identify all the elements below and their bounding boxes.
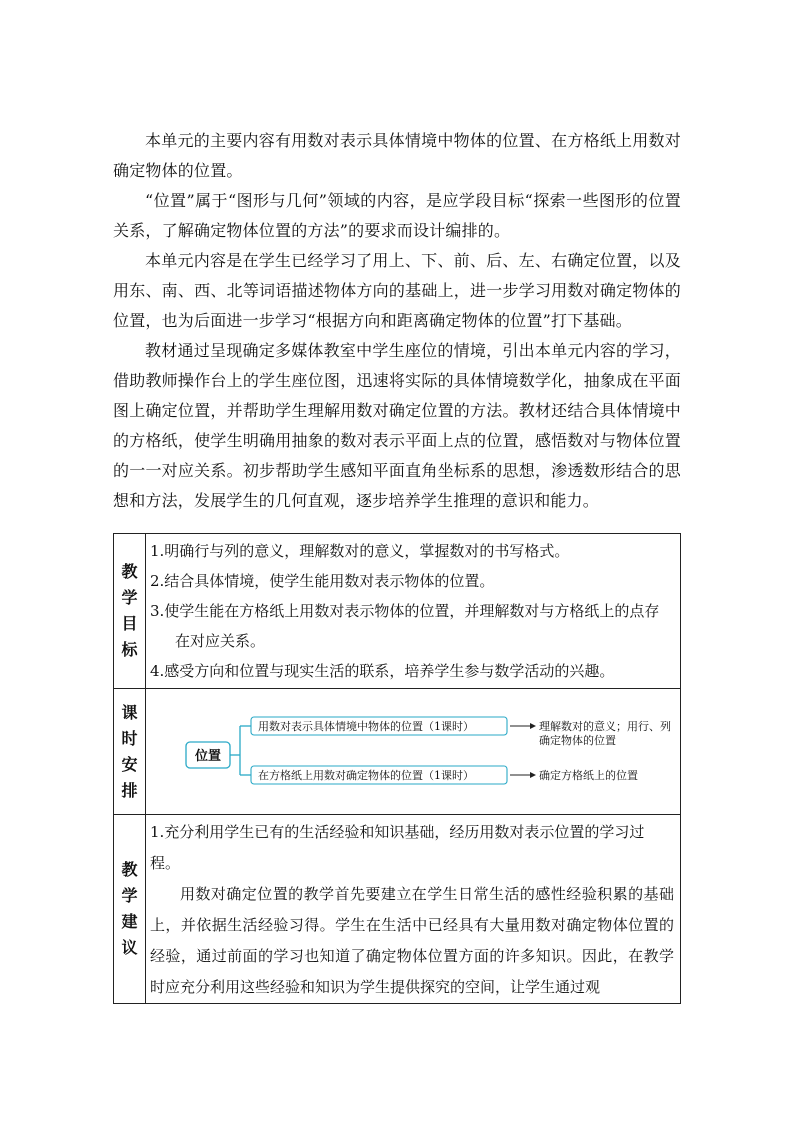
advice-header-char: 建 (121, 912, 138, 931)
goals-header-char: 标 (121, 640, 138, 659)
goals-header-char: 教 (121, 562, 138, 581)
advice-header-char: 学 (121, 886, 138, 905)
goals-header (114, 534, 146, 689)
branch-result-1-line-1: 理解数对的意义；用行、列 (539, 720, 671, 733)
goals-header-char: 目 (121, 614, 138, 633)
intro-paragraph-4: 教材通过呈现确定多媒体教室中学生座位的情境，引出本单元内容的学习，借助教师操作台上的学生座位图，迅速将实际的具体情境数学化，抽象成在平面图上确定位置，并帮助学生理解用数对确定位置的方法。教材还结合具体情境中的方格纸，使学生明确用抽象的数对表示平面上点的位置，感悟数对与物体位置的一一对应关系。初步帮助学生感知平面直角坐标系的思想，渗透数形结合的思想和方法，发展学生的几何直观，逐步培养学生推理的意识和能力。 (113, 341, 681, 510)
intro-paragraph-2: “位置”属于“图形与几何”领域的内容，是应学段目标“探索一些图形的位置关系，了解确定物体位置的方法”的要求而设计编排的。 (113, 191, 681, 240)
intro-paragraph-1: 本单元的主要内容有用数对表示具体情境中物体的位置、在方格纸上用数对确定物体的位置。 (113, 131, 681, 180)
intro-paragraph-3: 本单元内容是在学生已经学习了用上、下、前、后、左、右确定位置，以及用东、南、西、北等词语描述物体方向的基础上，进一步学习用数对确定物体的位置，也为后面进一步学习“根据方向和距离确定物体的位置”打下基础。 (113, 251, 681, 330)
advice-paragraph: 用数对确定位置的教学首先要建立在学生日常生活的感性经验积累的基础上，并依据生活经验习得。学生在生活中已经具有大量用数对确定物体位置的经验，通过前面的学习也知道了确定物体位置方面的许多知识。因此，在教学时应充分利用这些经验和知识为学生提供探究的空间，让学生通过观 (150, 885, 674, 996)
goals-header-char: 学 (121, 588, 138, 607)
schedule-header (114, 689, 146, 815)
goals-content (146, 534, 681, 689)
goal-item-2: 2.结合具体情境，使学生能用数对表示物体的位置。 (150, 572, 495, 590)
advice-header-char: 教 (121, 860, 138, 879)
arrow-right-icon (530, 723, 536, 729)
root-label: 位置 (194, 749, 222, 764)
advice-row (114, 815, 681, 1004)
schedule-row (114, 689, 681, 815)
schedule-header-char: 排 (121, 780, 138, 800)
schedule-header-char: 时 (121, 728, 138, 748)
advice-header-char: 议 (121, 938, 138, 957)
branch-label-1: 用数对表示具体情境中物体的位置（1课时） (258, 720, 474, 733)
advice-content (146, 815, 681, 1004)
branch-label-2: 在方格纸上用数对确定物体的位置（1课时） (258, 769, 474, 782)
goal-item-1: 1.明确行与列的意义，理解数对的意义，掌握数对的书写格式。 (150, 542, 570, 560)
branch-result-1-line-2: 确定物体的位置 (539, 734, 616, 747)
advice-item-title: 1.充分利用学生已有的生活经验和知识基础，经历用数对表示位置的学习过程。 (150, 823, 645, 872)
teaching-plan-table (113, 533, 681, 1004)
schedule-diagram (146, 689, 681, 815)
intro-text (113, 126, 681, 516)
schedule-content (146, 689, 681, 815)
schedule-header-char: 安 (121, 754, 138, 774)
advice-header (114, 815, 146, 1004)
branch-result-2-line-1: 确定方格纸上的位置 (539, 769, 638, 782)
goal-item-4: 4.感受方向和位置与现实生活的联系，培养学生参与数学活动的兴趣。 (150, 662, 615, 680)
goal-item-3: 3.使学生能在方格纸上用数对表示物体的位置，并理解数对与方格纸上的点存在对应关系。 (150, 602, 660, 650)
arrow-right-icon (530, 772, 536, 778)
goals-row (114, 534, 681, 689)
schedule-header-char: 课 (121, 702, 138, 722)
